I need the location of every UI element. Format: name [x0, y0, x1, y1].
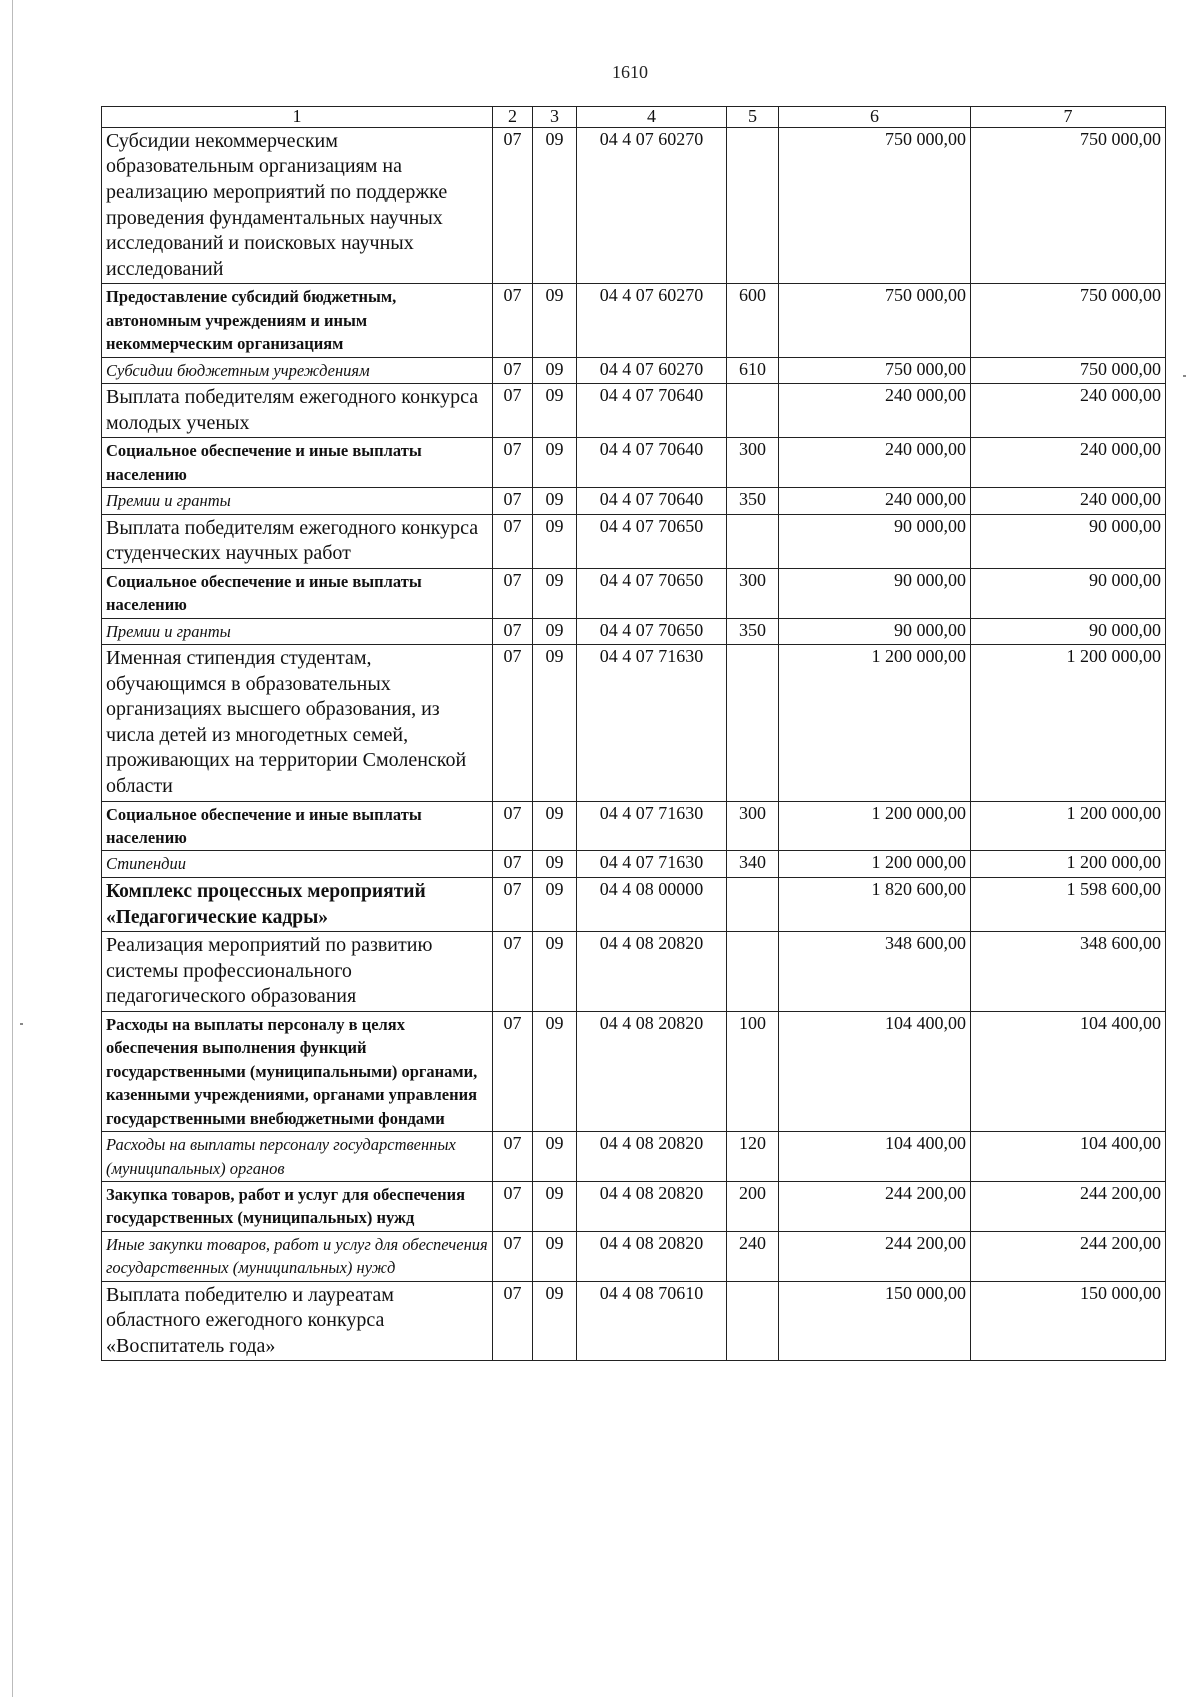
item-name: Социальное обеспечение и иные выплаты населению	[102, 568, 493, 618]
amount-year-1: 240 000,00	[779, 438, 971, 488]
amount-year-2: 750 000,00	[971, 127, 1166, 284]
amount-year-2: 1 200 000,00	[971, 801, 1166, 851]
section-code: 07	[493, 514, 533, 568]
target-article-code: 04 4 08 20820	[577, 1231, 727, 1281]
subsection-code: 09	[533, 488, 577, 514]
target-article-code: 04 4 07 60270	[577, 357, 727, 383]
amount-year-1: 1 200 000,00	[779, 801, 971, 851]
section-code: 07	[493, 801, 533, 851]
amount-year-2: 348 600,00	[971, 932, 1166, 1012]
column-number-row	[102, 107, 1166, 128]
target-article-code: 04 4 07 70640	[577, 488, 727, 514]
section-code: 07	[493, 877, 533, 931]
table-row	[102, 801, 1166, 851]
amount-year-1: 1 820 600,00	[779, 877, 971, 931]
expense-type-code	[727, 514, 779, 568]
amount-year-2: 1 200 000,00	[971, 644, 1166, 801]
item-name: Стипендии	[102, 851, 493, 877]
amount-year-2: 90 000,00	[971, 514, 1166, 568]
table-row	[102, 1231, 1166, 1281]
expense-type-code: 300	[727, 801, 779, 851]
section-code: 07	[493, 1132, 533, 1182]
item-name: Комплекс процессных мероприятий «Педагогические кадры»	[102, 877, 493, 931]
subsection-code: 09	[533, 1132, 577, 1182]
amount-year-1: 150 000,00	[779, 1281, 971, 1361]
column-number: 3	[533, 107, 577, 128]
expense-type-code: 300	[727, 438, 779, 488]
expense-type-code	[727, 932, 779, 1012]
section-code: 07	[493, 1012, 533, 1132]
expense-type-code: 100	[727, 1012, 779, 1132]
expense-type-code	[727, 644, 779, 801]
target-article-code: 04 4 07 71630	[577, 851, 727, 877]
expense-type-code: 200	[727, 1181, 779, 1231]
subsection-code: 09	[533, 644, 577, 801]
expense-type-code: 340	[727, 851, 779, 877]
item-name: Реализация мероприятий по развитию системы профессионального педагогического образования	[102, 932, 493, 1012]
table-row	[102, 644, 1166, 801]
amount-year-1: 244 200,00	[779, 1231, 971, 1281]
subsection-code: 09	[533, 801, 577, 851]
amount-year-2: 240 000,00	[971, 384, 1166, 438]
subsection-code: 09	[533, 514, 577, 568]
item-name: Предоставление субсидий бюджетным, автономным учреждениям и иным некоммерческим организациям	[102, 284, 493, 357]
section-code: 07	[493, 127, 533, 284]
column-number: 5	[727, 107, 779, 128]
amount-year-1: 1 200 000,00	[779, 644, 971, 801]
section-code: 07	[493, 932, 533, 1012]
subsection-code: 09	[533, 357, 577, 383]
section-code: 07	[493, 568, 533, 618]
amount-year-1: 104 400,00	[779, 1012, 971, 1132]
table-body	[102, 107, 1166, 1361]
section-code: 07	[493, 438, 533, 488]
table-row	[102, 1132, 1166, 1182]
item-name: Социальное обеспечение и иные выплаты населению	[102, 801, 493, 851]
subsection-code: 09	[533, 851, 577, 877]
section-code: 07	[493, 1181, 533, 1231]
amount-year-1: 90 000,00	[779, 568, 971, 618]
table-row	[102, 568, 1166, 618]
table-row	[102, 284, 1166, 357]
target-article-code: 04 4 08 20820	[577, 1181, 727, 1231]
table-row	[102, 514, 1166, 568]
section-code: 07	[493, 644, 533, 801]
target-article-code: 04 4 08 70610	[577, 1281, 727, 1361]
subsection-code: 09	[533, 568, 577, 618]
column-number: 7	[971, 107, 1166, 128]
table-row	[102, 127, 1166, 284]
expense-type-code	[727, 384, 779, 438]
amount-year-1: 90 000,00	[779, 514, 971, 568]
item-name: Премии и гранты	[102, 488, 493, 514]
amount-year-1: 244 200,00	[779, 1181, 971, 1231]
amount-year-2: 150 000,00	[971, 1281, 1166, 1361]
target-article-code: 04 4 08 20820	[577, 932, 727, 1012]
page-number: 1610	[612, 62, 648, 82]
amount-year-2: 240 000,00	[971, 438, 1166, 488]
amount-year-1: 750 000,00	[779, 127, 971, 284]
section-code: 07	[493, 384, 533, 438]
subsection-code: 09	[533, 877, 577, 931]
subsection-code: 09	[533, 127, 577, 284]
section-code: 07	[493, 1231, 533, 1281]
subsection-code: 09	[533, 618, 577, 644]
table-row	[102, 1281, 1166, 1361]
expense-type-code: 600	[727, 284, 779, 357]
budget-table	[101, 106, 1166, 1361]
section-code: 07	[493, 851, 533, 877]
item-name: Субсидии бюджетным учреждениям	[102, 357, 493, 383]
scan-edge-line	[12, 0, 13, 1697]
target-article-code: 04 4 08 20820	[577, 1012, 727, 1132]
target-article-code: 04 4 07 60270	[577, 284, 727, 357]
amount-year-1: 104 400,00	[779, 1132, 971, 1182]
target-article-code: 04 4 08 20820	[577, 1132, 727, 1182]
expense-type-code	[727, 1281, 779, 1361]
subsection-code: 09	[533, 284, 577, 357]
target-article-code: 04 4 07 70650	[577, 514, 727, 568]
section-code: 07	[493, 284, 533, 357]
target-article-code: 04 4 07 70650	[577, 618, 727, 644]
amount-year-2: 90 000,00	[971, 568, 1166, 618]
amount-year-2: 244 200,00	[971, 1181, 1166, 1231]
table-row	[102, 438, 1166, 488]
item-name: Иные закупки товаров, работ и услуг для обеспечения государственных (муниципальных) нужд	[102, 1231, 493, 1281]
subsection-code: 09	[533, 1231, 577, 1281]
amount-year-1: 348 600,00	[779, 932, 971, 1012]
amount-year-2: 1 200 000,00	[971, 851, 1166, 877]
subsection-code: 09	[533, 1281, 577, 1361]
column-number: 1	[102, 107, 493, 128]
expense-type-code: 350	[727, 618, 779, 644]
item-name: Выплата победителям ежегодного конкурса студенческих научных работ	[102, 514, 493, 568]
expense-type-code: 120	[727, 1132, 779, 1182]
table-row	[102, 384, 1166, 438]
subsection-code: 09	[533, 932, 577, 1012]
table-row	[102, 1181, 1166, 1231]
item-name: Расходы на выплаты персоналу государственных (муниципальных) органов	[102, 1132, 493, 1182]
subsection-code: 09	[533, 1012, 577, 1132]
target-article-code: 04 4 07 70650	[577, 568, 727, 618]
subsection-code: 09	[533, 384, 577, 438]
target-article-code: 04 4 07 60270	[577, 127, 727, 284]
item-name: Именная стипендия студентам, обучающимся в образовательных организациях высшего образования, из числа детей из многодетных семей, проживающих на территории Смоленской области	[102, 644, 493, 801]
scan-speck	[1183, 375, 1186, 377]
subsection-code: 09	[533, 438, 577, 488]
item-name: Выплата победителю и лауреатам областного ежегодного конкурса «Воспитатель года»	[102, 1281, 493, 1361]
amount-year-1: 240 000,00	[779, 488, 971, 514]
amount-year-1: 240 000,00	[779, 384, 971, 438]
amount-year-1: 90 000,00	[779, 618, 971, 644]
column-number: 2	[493, 107, 533, 128]
amount-year-1: 1 200 000,00	[779, 851, 971, 877]
target-article-code: 04 4 07 70640	[577, 384, 727, 438]
section-code: 07	[493, 357, 533, 383]
expense-type-code: 240	[727, 1231, 779, 1281]
target-article-code: 04 4 07 71630	[577, 644, 727, 801]
subsection-code: 09	[533, 1181, 577, 1231]
amount-year-2: 104 400,00	[971, 1132, 1166, 1182]
amount-year-2: 1 598 600,00	[971, 877, 1166, 931]
item-name: Премии и гранты	[102, 618, 493, 644]
amount-year-2: 90 000,00	[971, 618, 1166, 644]
table-row	[102, 1012, 1166, 1132]
table-row	[102, 851, 1166, 877]
target-article-code: 04 4 07 71630	[577, 801, 727, 851]
table-row	[102, 932, 1166, 1012]
item-name: Социальное обеспечение и иные выплаты населению	[102, 438, 493, 488]
item-name: Закупка товаров, работ и услуг для обеспечения государственных (муниципальных) нужд	[102, 1181, 493, 1231]
table-row	[102, 357, 1166, 383]
column-number: 6	[779, 107, 971, 128]
section-code: 07	[493, 488, 533, 514]
scan-speck	[20, 1023, 23, 1025]
item-name: Выплата победителям ежегодного конкурса молодых ученых	[102, 384, 493, 438]
expense-type-code: 350	[727, 488, 779, 514]
amount-year-2: 244 200,00	[971, 1231, 1166, 1281]
amount-year-1: 750 000,00	[779, 284, 971, 357]
table-row	[102, 877, 1166, 931]
amount-year-2: 750 000,00	[971, 357, 1166, 383]
expense-type-code	[727, 877, 779, 931]
section-code: 07	[493, 618, 533, 644]
item-name: Расходы на выплаты персоналу в целях обеспечения выполнения функций государственными (муниципальными) органами, казенными учреждениями, органами управления государственными внебюджетными фондами	[102, 1012, 493, 1132]
section-code: 07	[493, 1281, 533, 1361]
amount-year-2: 104 400,00	[971, 1012, 1166, 1132]
target-article-code: 04 4 07 70640	[577, 438, 727, 488]
table-row	[102, 488, 1166, 514]
target-article-code: 04 4 08 00000	[577, 877, 727, 931]
amount-year-2: 750 000,00	[971, 284, 1166, 357]
expense-type-code	[727, 127, 779, 284]
amount-year-2: 240 000,00	[971, 488, 1166, 514]
table-row	[102, 618, 1166, 644]
expense-type-code: 300	[727, 568, 779, 618]
expense-type-code: 610	[727, 357, 779, 383]
amount-year-1: 750 000,00	[779, 357, 971, 383]
item-name: Субсидии некоммерческим образовательным организациям на реализацию мероприятий по поддержке проведения фундаментальных научных исследований и поисковых научных исследований	[102, 127, 493, 284]
column-number: 4	[577, 107, 727, 128]
